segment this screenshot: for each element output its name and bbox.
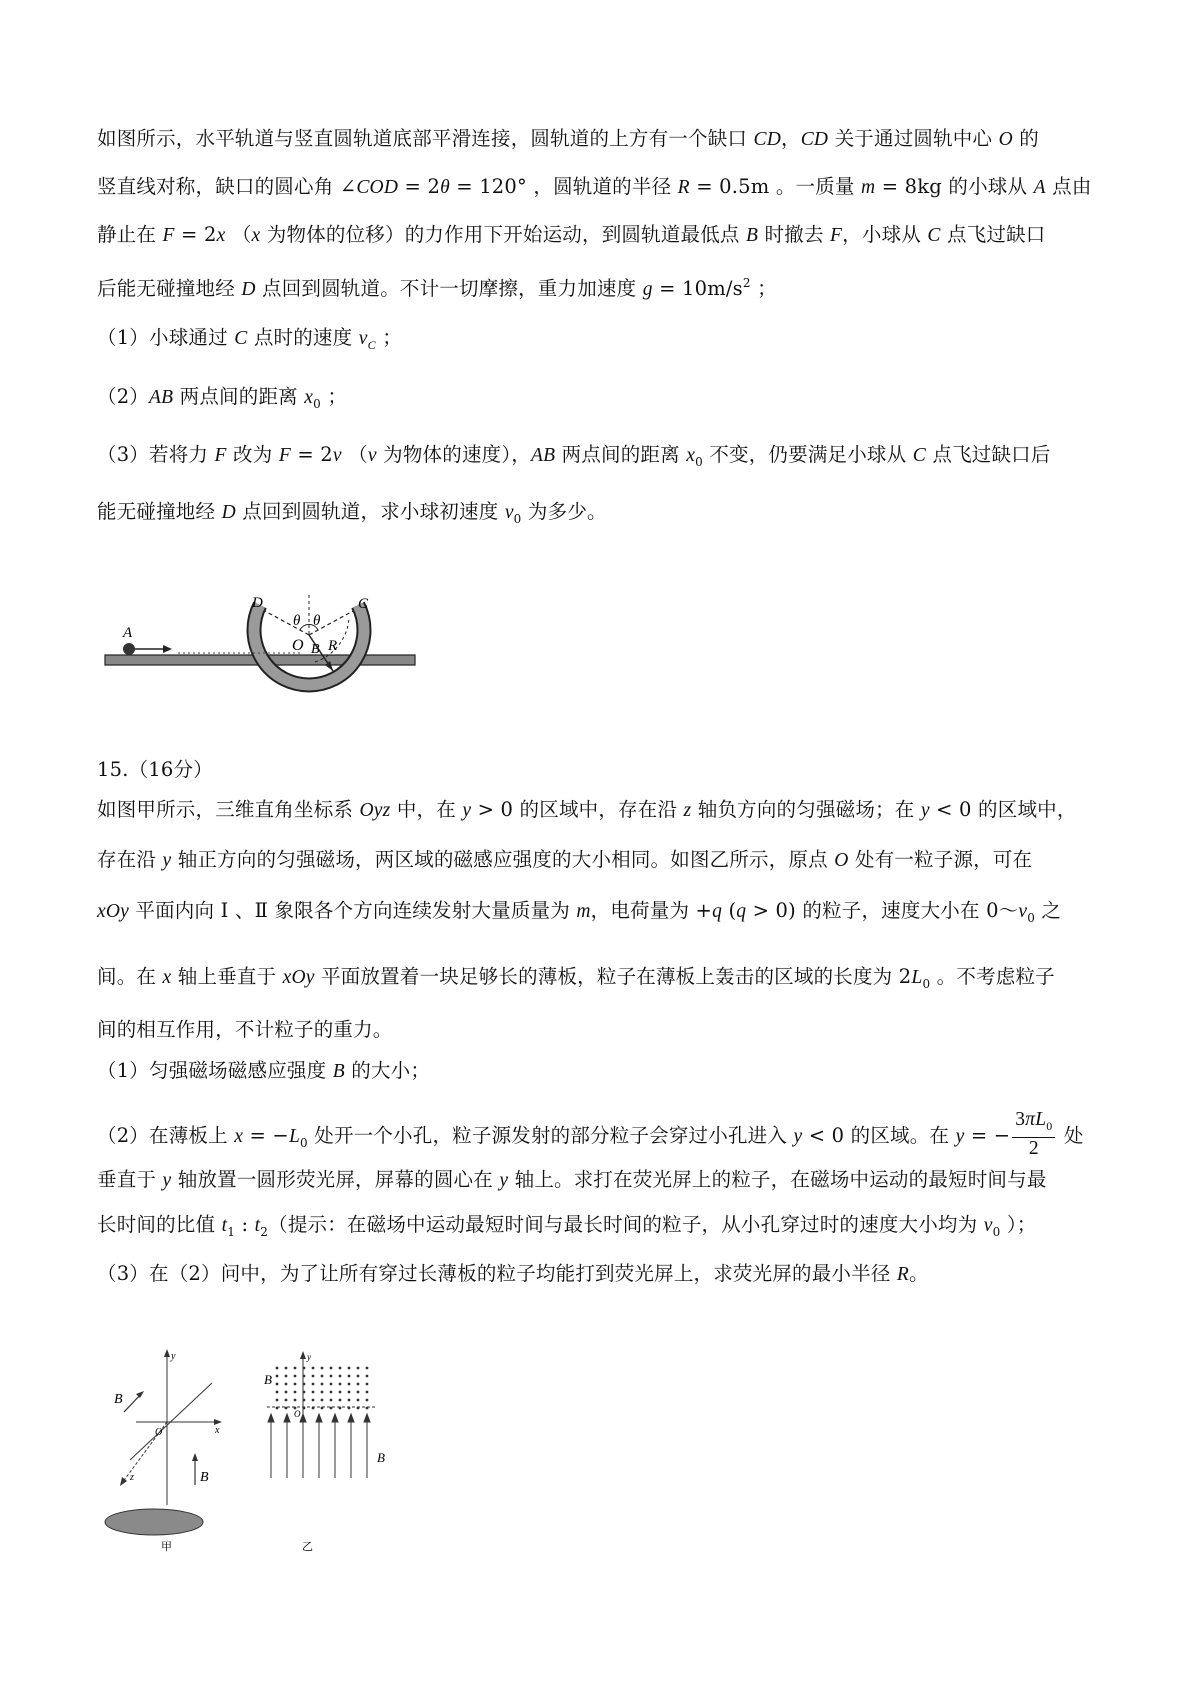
- field-dot: [366, 1367, 369, 1370]
- q15-line-2: 存在沿 y 轴正方向的匀强磁场，两区域的磁感应强度的大小相同。如图乙所示，原点 O 处有一粒子源，可在: [97, 848, 1033, 871]
- field-dot: [276, 1383, 279, 1386]
- field-dot: [330, 1407, 333, 1410]
- field-dot: [285, 1383, 288, 1386]
- label-a: A: [123, 625, 133, 641]
- field-arrow-head: [316, 1414, 322, 1422]
- field-dot: [276, 1367, 279, 1370]
- field-dot: [312, 1391, 315, 1394]
- field-dot: [312, 1367, 315, 1370]
- magnetic-field-up-arrows: [268, 1414, 370, 1478]
- q14-line-2: 竖直线对称，缺口的圆心角 ∠COD = 2θ = 120° ，圆轨道的半径 R = 0.5m 。一质量 m = 8kg 的小球从 A 点由: [97, 175, 1092, 198]
- yi-label-o: O: [294, 1409, 301, 1419]
- field-arrow-head: [332, 1414, 338, 1422]
- field-dot: [357, 1383, 360, 1386]
- q15-sub-2-line-2: 垂直于 y 轴放置一圆形荧光屏，屏幕的圆心在 y 轴上。求打在荧光屏上的粒子，在磁场中运动的最短时间与最: [97, 1168, 1047, 1191]
- field-dot: [366, 1399, 369, 1402]
- field-dot: [285, 1407, 288, 1410]
- field-arrow-head: [284, 1414, 290, 1422]
- field-dot: [357, 1367, 360, 1370]
- yi-label-b-top: B: [264, 1372, 272, 1387]
- q15-line-4: 间。在 x 轴上垂直于 xOy 平面放置着一块足够长的薄板，粒子在薄板上轰击的区域的长度为 $2L_0$ 。不考虑粒子: [97, 965, 1055, 991]
- label-theta-right: θ: [313, 613, 321, 629]
- field-arrow-head: [300, 1414, 306, 1422]
- yi-caption: 乙: [302, 1540, 313, 1553]
- field-dot: [321, 1375, 324, 1378]
- field-dot: [348, 1399, 351, 1402]
- ball-a: [123, 643, 135, 655]
- q15-heading: 15.（16分）: [97, 758, 213, 781]
- field-arrow-head: [364, 1414, 370, 1422]
- field-dot: [294, 1383, 297, 1386]
- field-arrow-head: [268, 1414, 274, 1422]
- field-dot: [339, 1383, 342, 1386]
- jia-label-z: z: [130, 1472, 134, 1483]
- label-c: C: [358, 596, 369, 612]
- field-dot: [366, 1375, 369, 1378]
- field-dot: [312, 1375, 315, 1378]
- field-dot: [312, 1383, 315, 1386]
- q15-sub-1: （1）匀强磁场磁感应强度 B 的大小；: [97, 1059, 431, 1082]
- field-dot: [366, 1391, 369, 1394]
- q14-line-3: 静止在 F = 2x （x 为物体的位移）的力作用下开始运动，到圆轨道最低点 B 时撤去 F，小球从 C 点飞过缺口: [97, 223, 1046, 246]
- field-dot: [357, 1391, 360, 1394]
- jia-label-o: O: [155, 1427, 163, 1438]
- field-dot: [321, 1391, 324, 1394]
- jia-label-b-top: B: [114, 1392, 123, 1407]
- field-dot: [348, 1391, 351, 1394]
- q15-sub-3: （3）在（2）问中，为了让所有穿过长薄板的粒子均能打到荧光屏上，求荧光屏的最小半径 R。: [97, 1262, 929, 1285]
- field-dot: [285, 1399, 288, 1402]
- q15-sub-2-line-3: 长时间的比值 $t_1$ : $t_2$（提示：在磁场中运动最短时间与最长时间的粒子，从小孔穿过时的速度大小均为 $v_0$ ）；: [97, 1213, 1037, 1239]
- jia-label-b-bottom: B: [200, 1470, 209, 1485]
- field-dot: [339, 1391, 342, 1394]
- q15-figure-jia: [100, 1345, 250, 1555]
- q14-sub-3: （3）若将力 F 改为 F = 2v （v 为物体的速度），AB 两点间的距离 $x_0$ 不变，仍要满足小球从 C 点飞过缺口后: [97, 443, 1051, 469]
- fluorescent-screen: [105, 1509, 203, 1535]
- yi-label-y: y: [307, 1352, 311, 1362]
- field-dot: [312, 1399, 315, 1402]
- field-dot: [276, 1399, 279, 1402]
- field-dot: [321, 1383, 324, 1386]
- q14-line-4: 后能无碰撞地经 D 点回到圆轨道。不计一切摩擦，重力加速度 $g = 10m/s^2$ ；: [97, 276, 777, 300]
- field-dot: [294, 1367, 297, 1370]
- field-dot: [276, 1391, 279, 1394]
- field-dot: [348, 1375, 351, 1378]
- field-dot: [294, 1399, 297, 1402]
- jia-label-x: x: [215, 1425, 220, 1436]
- field-dot: [330, 1391, 333, 1394]
- q14-sub-2: （2）AB 两点间的距离 $x_0$ ；: [97, 385, 348, 411]
- field-dot: [294, 1391, 297, 1394]
- q14-sub-1: （1）小球通过 C 点时的速度 $v_C$ ；: [97, 326, 402, 352]
- field-arrow-head: [348, 1414, 354, 1422]
- q14-sub-3-cont: 能无碰撞地经 D 点回到圆轨道，求小球初速度 $v_0$ 为多少。: [97, 500, 607, 526]
- label-theta-left: θ: [293, 613, 301, 629]
- field-dot: [330, 1383, 333, 1386]
- label-o: O: [292, 637, 304, 654]
- q15-line-5: 间的相互作用，不计粒子的重力。: [97, 1018, 393, 1041]
- field-dot: [357, 1399, 360, 1402]
- field-dot: [321, 1399, 324, 1402]
- magnetic-field-dots: [276, 1367, 369, 1410]
- field-dot: [348, 1367, 351, 1370]
- field-dot: [357, 1375, 360, 1378]
- q15-sub-2: （2）在薄板上 $x = -L_0$ 处开一个小孔，粒子源发射的部分粒子会穿过小孔进入 y < 0 的区域。在 y = − $\frac{3\pi L_0}{2}$ 处: [97, 1109, 1084, 1159]
- field-dot: [276, 1375, 279, 1378]
- q15-line-1: 如图甲所示，三维直角坐标系 Oyz 中，在 y > 0 的区域中，存在沿 z 轴负方向的匀强磁场；在 y < 0 的区域中，: [97, 798, 1077, 821]
- yi-label-b-bottom: B: [377, 1450, 385, 1465]
- field-dot: [330, 1375, 333, 1378]
- q14-line-1: 如图所示，水平轨道与竖直圆轨道底部平滑连接，圆轨道的上方有一个缺口 CD，CD 关于通过圆轨中心 O 的: [97, 127, 1040, 150]
- field-dot: [321, 1367, 324, 1370]
- jia-label-y: y: [171, 1351, 176, 1362]
- field-dot: [330, 1399, 333, 1402]
- field-dot: [339, 1375, 342, 1378]
- field-dot: [330, 1367, 333, 1370]
- field-dot: [285, 1375, 288, 1378]
- field-dot: [285, 1367, 288, 1370]
- field-dot: [285, 1391, 288, 1394]
- field-dot: [348, 1383, 351, 1386]
- field-dot: [339, 1399, 342, 1402]
- label-b: B: [311, 642, 320, 657]
- jia-caption: 甲: [161, 1540, 172, 1553]
- field-dot: [294, 1375, 297, 1378]
- field-dot: [366, 1383, 369, 1386]
- q14-track-figure: [100, 595, 420, 730]
- field-dot: [339, 1367, 342, 1370]
- q15-line-3: xOy 平面内向 Ⅰ 、Ⅱ 象限各个方向连续发射大量质量为 m，电荷量为 +q (q > 0) 的粒子，速度大小在 $0\sim v_0$ 之: [97, 899, 1062, 925]
- q15-figure-yi: [265, 1350, 415, 1555]
- label-r: R: [328, 638, 338, 654]
- label-d: D: [252, 595, 263, 611]
